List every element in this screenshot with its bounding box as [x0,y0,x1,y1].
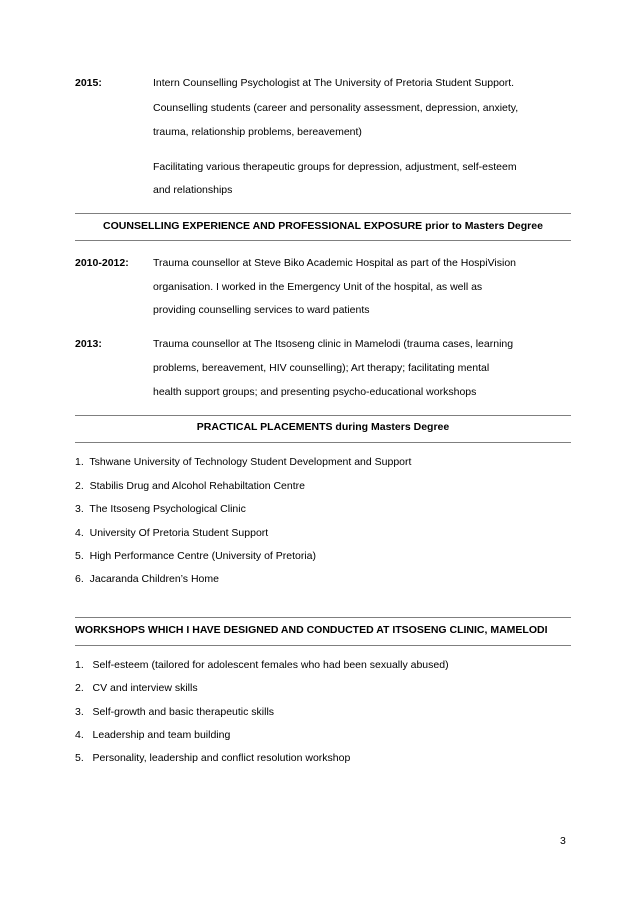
list-item: 5. Personality, leadership and conflict resolution workshop [75,752,351,764]
section-rule [75,645,571,646]
list-item: 2. CV and interview skills [75,682,198,694]
list-item: 4. Leadership and team building [75,729,231,741]
counselling-heading: COUNSELLING EXPERIENCE AND PROFESSIONAL EXPOSURE prior to Masters Degree [103,220,543,232]
page-number: 3 [560,835,566,847]
intern-line: Intern Counselling Psychologist at The University of Pretoria Student Support. [153,77,515,89]
list-item: 6. Jacaranda Children’s Home [75,573,219,585]
counselling-year: 2013: [75,338,102,350]
list-item: 2. Stabilis Drug and Alcohol Rehabiltation Centre [75,480,305,492]
intern-line: Facilitating various therapeutic groups for depression, adjustment, self-esteem [153,161,517,173]
section-rule [75,617,571,618]
section-rule [75,415,571,416]
counselling-line: organisation. I worked in the Emergency Unit of the hospital, as well as [153,281,483,293]
list-item: 4. University Of Pretoria Student Support [75,527,269,539]
counselling-line: health support groups; and presenting psycho-educational workshops [153,386,477,398]
list-item: 1. Tshwane University of Technology Student Development and Support [75,456,412,468]
counselling-line: problems, bereavement, HIV counselling); Art therapy; facilitating mental [153,362,490,374]
intern-year: 2015: [75,77,102,89]
intern-line: and relationships [153,184,233,196]
counselling-year: 2010-2012: [75,257,129,269]
section-rule [75,213,571,214]
section-rule [75,442,571,443]
section-rule [75,240,571,241]
intern-line: trauma, relationship problems, bereavement) [153,126,362,138]
workshops-heading: WORKSHOPS WHICH I HAVE DESIGNED AND CONDUCTED AT ITSOSENG CLINIC, MAMELODI [75,624,548,636]
intern-line: Counselling students (career and personality assessment, depression, anxiety, [153,102,519,114]
list-item: 1. Self-esteem (tailored for adolescent females who had been sexually abused) [75,659,449,671]
counselling-line: Trauma counsellor at Steve Biko Academic Hospital as part of the HospiVision [153,257,517,269]
list-item: 5. High Performance Centre (University of Pretoria) [75,550,317,562]
counselling-line: providing counselling services to ward patients [153,304,370,316]
placements-heading: PRACTICAL PLACEMENTS during Masters Degree [196,421,450,433]
list-item: 3. The Itsoseng Psychological Clinic [75,503,246,515]
counselling-line: Trauma counsellor at The Itsoseng clinic in Mamelodi (trauma cases, learning [153,338,514,350]
list-item: 3. Self-growth and basic therapeutic skills [75,706,275,718]
